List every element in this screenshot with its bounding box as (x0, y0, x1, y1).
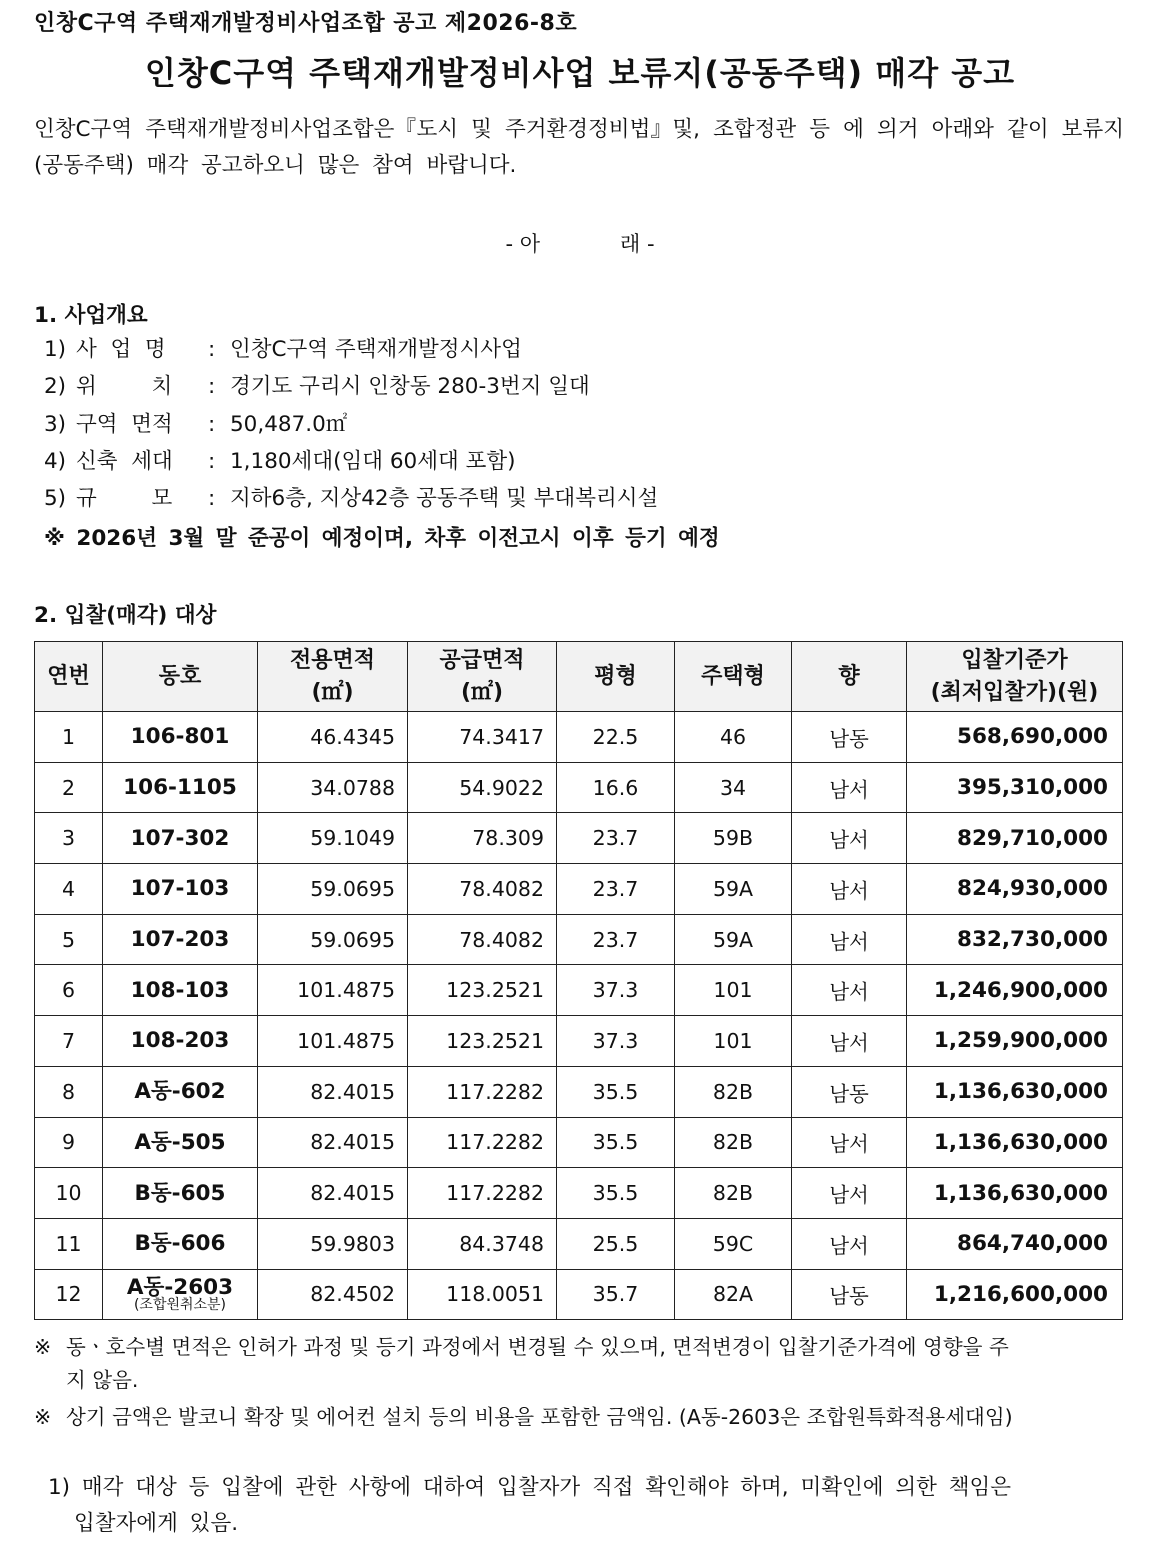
cell-unit (103, 762, 258, 813)
table-row (35, 1168, 1123, 1219)
cell-unit (103, 1269, 258, 1320)
unit-label: A동-602 (134, 1079, 226, 1105)
cell-direction: 남동 (792, 712, 907, 763)
cell-no: 8 (35, 1066, 103, 1117)
table-row (35, 712, 1123, 763)
cell-pyeong: 37.3 (557, 1016, 675, 1067)
overview-value: 경기도 구리시 인창동 280-3번지 일대 (230, 374, 590, 399)
overview-label: 사 업 명 (76, 337, 166, 362)
section-2-heading: 2. 입찰(매각) 대상 (34, 603, 217, 628)
bidding-condition-line-2: 입찰자에게 있음. (74, 1511, 239, 1536)
cell-type: 59B (675, 813, 792, 864)
cell-type: 101 (675, 1016, 792, 1067)
cell-no: 9 (35, 1117, 103, 1168)
cell-price: 824,930,000 (907, 864, 1123, 915)
below-marker-left: - 아 (505, 232, 540, 256)
cell-unit (103, 1066, 258, 1117)
unit-label: B동-605 (134, 1180, 226, 1206)
cell-exclusive-area: 34.0788 (258, 762, 408, 813)
overview-row (44, 333, 522, 367)
cell-type: 82A (675, 1269, 792, 1320)
cell-price: 1,136,630,000 (907, 1168, 1123, 1219)
cell-no: 4 (35, 864, 103, 915)
cell-exclusive-area: 82.4502 (258, 1269, 408, 1320)
overview-label: 규 모 (76, 486, 173, 511)
header-price-sub: (최저입찰가)(원) (930, 679, 1099, 705)
header-supply-area-unit: (㎡) (460, 679, 504, 705)
overview-colon: : (208, 374, 216, 399)
unit-label: 107-103 (130, 876, 230, 902)
cell-unit (103, 712, 258, 763)
overview-label: 위 치 (76, 374, 173, 399)
cell-pyeong: 37.3 (557, 965, 675, 1016)
cell-direction: 남서 (792, 864, 907, 915)
table-row (35, 864, 1123, 915)
cell-price: 832,730,000 (907, 914, 1123, 965)
footnote-1-line-1: 동ㆍ호수별 면적은 인허가 과정 및 등기 과정에서 변경될 수 있으며, 면적변경이 입찰기준가격에 영향을 주 (66, 1335, 1009, 1359)
cell-pyeong: 35.5 (557, 1117, 675, 1168)
cell-direction: 남동 (792, 1269, 907, 1320)
cell-supply-area: 78.4082 (408, 864, 557, 915)
footnote-mark: ※ (34, 1335, 52, 1359)
bid-table (34, 641, 1123, 1320)
notice-number: 인창C구역 주택재개발정비사업조합 공고 제2026-8호 (34, 11, 578, 36)
unit-label: 107-203 (130, 927, 230, 953)
overview-value: 지하6층, 지상42층 공동주택 및 부대복리시설 (230, 486, 659, 511)
cell-type: 101 (675, 965, 792, 1016)
cell-pyeong: 25.5 (557, 1218, 675, 1269)
cell-type: 82B (675, 1066, 792, 1117)
overview-row (44, 482, 658, 516)
cell-no: 3 (35, 813, 103, 864)
header-exclusive-area-unit: (㎡) (311, 679, 354, 705)
footnote-2 (34, 1401, 1124, 1434)
cell-price: 864,740,000 (907, 1218, 1123, 1269)
cell-no: 6 (35, 965, 103, 1016)
table-row (35, 965, 1123, 1016)
bidding-condition-1 (48, 1470, 1124, 1542)
header-type: 주택형 (675, 642, 792, 712)
bidding-condition-line-1: 1) 매각 대상 등 입찰에 관한 사항에 대하여 입찰자가 직접 확인해야 하며, 미확인에 의한 책임은 (48, 1475, 1012, 1500)
header-price (907, 642, 1123, 712)
cell-supply-area: 117.2282 (408, 1066, 557, 1117)
table-row (35, 813, 1123, 864)
cell-unit (103, 1168, 258, 1219)
page-title: 인창C구역 주택재개발정비사업 보류지(공동주택) 매각 공고 (144, 54, 1016, 92)
cell-no: 7 (35, 1016, 103, 1067)
overview-colon: : (208, 412, 216, 437)
cell-pyeong: 23.7 (557, 813, 675, 864)
cell-pyeong: 35.5 (557, 1066, 675, 1117)
footnote-mark: ※ (34, 1405, 52, 1429)
unit-label: 108-103 (130, 977, 230, 1003)
table-row (35, 1117, 1123, 1168)
table-row (35, 1269, 1123, 1320)
cell-unit (103, 1016, 258, 1067)
cell-type: 59C (675, 1218, 792, 1269)
cell-direction: 남동 (792, 1066, 907, 1117)
table-row (35, 1066, 1123, 1117)
unit-label: 106-1105 (123, 775, 237, 801)
unit-label: A동-2603 (126, 1274, 234, 1300)
cell-price: 1,259,900,000 (907, 1016, 1123, 1067)
cell-price: 1,246,900,000 (907, 965, 1123, 1016)
overview-num: 1) (44, 337, 67, 362)
cell-supply-area: 117.2282 (408, 1117, 557, 1168)
header-no: 연번 (35, 642, 103, 712)
cell-pyeong: 23.7 (557, 914, 675, 965)
below-marker (0, 228, 1160, 258)
cell-price: 395,310,000 (907, 762, 1123, 813)
overview-num: 4) (44, 449, 67, 474)
cell-type: 59A (675, 914, 792, 965)
unit-label: 107-302 (130, 825, 230, 851)
overview-colon: : (208, 337, 216, 362)
cell-direction: 남서 (792, 965, 907, 1016)
cell-exclusive-area: 46.4345 (258, 712, 408, 763)
cell-supply-area: 54.9022 (408, 762, 557, 813)
cell-unit (103, 864, 258, 915)
cell-no: 1 (35, 712, 103, 763)
table-row (35, 1016, 1123, 1067)
cell-pyeong: 23.7 (557, 864, 675, 915)
cell-exclusive-area: 59.1049 (258, 813, 408, 864)
footnote-1 (34, 1331, 1124, 1397)
cell-exclusive-area: 59.9803 (258, 1218, 408, 1269)
header-exclusive-area-label: 전용면적 (289, 647, 375, 673)
overview-label: 구역 면적 (76, 412, 173, 437)
cell-no: 10 (35, 1168, 103, 1219)
header-exclusive-area (258, 642, 408, 712)
table-row (35, 1218, 1123, 1269)
cell-supply-area: 78.309 (408, 813, 557, 864)
overview-colon: : (208, 486, 216, 511)
cell-exclusive-area: 101.4875 (258, 965, 408, 1016)
unit-label: A동-505 (134, 1129, 226, 1155)
cell-no: 5 (35, 914, 103, 965)
cell-direction: 남서 (792, 1168, 907, 1219)
table-body (35, 712, 1123, 1320)
cell-supply-area: 117.2282 (408, 1168, 557, 1219)
cell-supply-area: 78.4082 (408, 914, 557, 965)
cell-unit (103, 1117, 258, 1168)
unit-note: (조합원취소분) (133, 1296, 227, 1313)
cell-direction: 남서 (792, 1016, 907, 1067)
header-price-label: 입찰기준가 (961, 647, 1068, 673)
cell-unit (103, 965, 258, 1016)
overview-row (44, 408, 347, 442)
unit-label: 106-801 (130, 724, 230, 750)
cell-pyeong: 35.7 (557, 1269, 675, 1320)
cell-pyeong: 35.5 (557, 1168, 675, 1219)
cell-direction: 남서 (792, 762, 907, 813)
cell-price: 1,136,630,000 (907, 1066, 1123, 1117)
cell-direction: 남서 (792, 813, 907, 864)
footnote-2-text: 상기 금액은 발코니 확장 및 에어컨 설치 등의 비용을 포함한 금액임. (A동-2603은 조합원특화적용세대임) (66, 1405, 1013, 1429)
header-direction: 향 (792, 642, 907, 712)
cell-unit (103, 1218, 258, 1269)
overview-row (44, 445, 516, 479)
header-unit: 동호 (103, 642, 258, 712)
overview-num: 2) (44, 374, 67, 399)
cell-pyeong: 22.5 (557, 712, 675, 763)
section-1-heading: 1. 사업개요 (34, 303, 148, 328)
cell-supply-area: 118.0051 (408, 1269, 557, 1320)
cell-type: 34 (675, 762, 792, 813)
cell-supply-area: 84.3748 (408, 1218, 557, 1269)
footnote-1-line-2: 지 않음. (66, 1368, 139, 1392)
cell-exclusive-area: 59.0695 (258, 864, 408, 915)
header-supply-area-label: 공급면적 (439, 647, 525, 673)
cell-exclusive-area: 82.4015 (258, 1117, 408, 1168)
cell-price: 568,690,000 (907, 712, 1123, 763)
cell-direction: 남서 (792, 1218, 907, 1269)
cell-no: 12 (35, 1269, 103, 1320)
cell-price: 1,136,630,000 (907, 1117, 1123, 1168)
overview-note: ※ 2026년 3월 말 준공이 예정이며, 차후 이전고시 이후 등기 예정 (44, 526, 720, 551)
cell-direction: 남서 (792, 1117, 907, 1168)
table-row (35, 914, 1123, 965)
overview-value: 50,487.0㎡ (230, 412, 348, 437)
header-supply-area (408, 642, 557, 712)
cell-supply-area: 74.3417 (408, 712, 557, 763)
cell-direction: 남서 (792, 914, 907, 965)
cell-exclusive-area: 82.4015 (258, 1168, 408, 1219)
table-row (35, 762, 1123, 813)
cell-exclusive-area: 82.4015 (258, 1066, 408, 1117)
header-pyeong: 평형 (557, 642, 675, 712)
overview-value: 1,180세대(임대 60세대 포함) (230, 449, 516, 474)
cell-unit (103, 813, 258, 864)
cell-type: 82B (675, 1168, 792, 1219)
overview-label: 신축 세대 (76, 449, 173, 474)
cell-no: 11 (35, 1218, 103, 1269)
below-marker-right: 래 - (620, 232, 655, 256)
overview-colon: : (208, 449, 216, 474)
unit-label: 108-203 (130, 1028, 230, 1054)
cell-type: 82B (675, 1117, 792, 1168)
cell-type: 46 (675, 712, 792, 763)
overview-value: 인창C구역 주택재개발정시사업 (230, 337, 522, 362)
intro-paragraph: 인창C구역 주택재개발정비사업조합은『도시 및 주거환경정비법』및, 조합정관 등 에 의거 아래와 같이 보류지(공동주택) 매각 공고하오니 많은 참여 바랍니다. (34, 117, 1124, 178)
unit-label: B동-606 (134, 1231, 226, 1257)
cell-price: 829,710,000 (907, 813, 1123, 864)
cell-exclusive-area: 101.4875 (258, 1016, 408, 1067)
cell-type: 59A (675, 864, 792, 915)
overview-row (44, 370, 590, 404)
cell-no: 2 (35, 762, 103, 813)
table-header-row (35, 642, 1123, 712)
overview-num: 5) (44, 486, 67, 511)
cell-pyeong: 16.6 (557, 762, 675, 813)
cell-price: 1,216,600,000 (907, 1269, 1123, 1320)
cell-supply-area: 123.2521 (408, 965, 557, 1016)
cell-exclusive-area: 59.0695 (258, 914, 408, 965)
cell-supply-area: 123.2521 (408, 1016, 557, 1067)
cell-unit (103, 914, 258, 965)
overview-num: 3) (44, 412, 67, 437)
